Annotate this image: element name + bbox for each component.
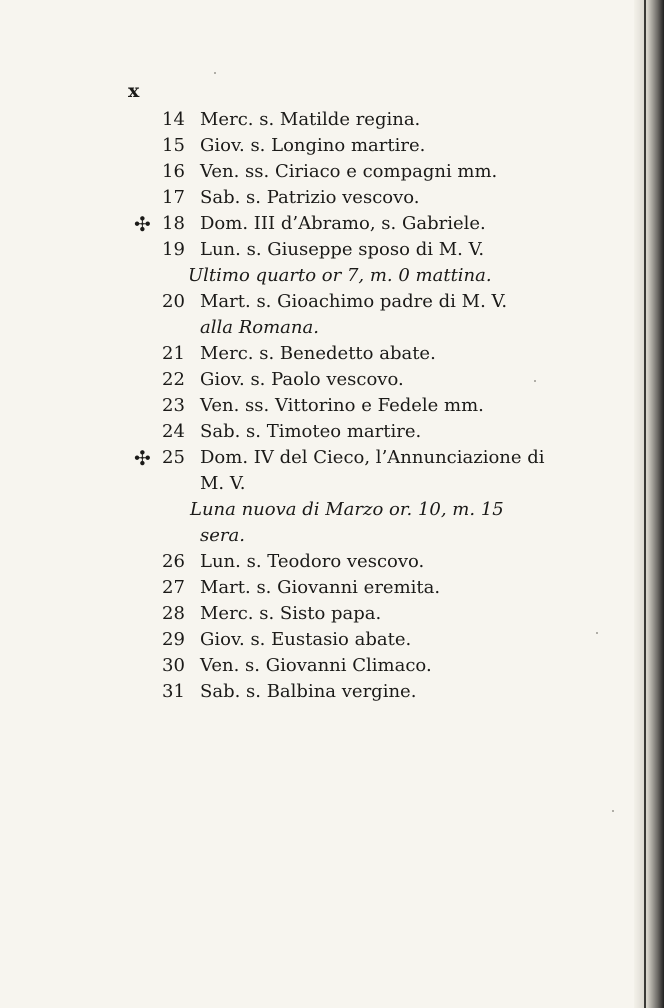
day-number: 26: [162, 551, 185, 572]
day-number: 28: [162, 603, 185, 624]
day-text: Sab. s. Patrizio vescovo.: [200, 187, 420, 208]
day-text: Dom. IV del Cieco, l’Annunciazione di: [200, 447, 545, 468]
paper-speck: [534, 380, 536, 382]
day-text: Giov. s. Eustasio abate.: [200, 629, 412, 650]
day-text: Giov. s. Longino martire.: [200, 135, 426, 156]
day-number: 15: [162, 135, 185, 156]
day-number: 20: [162, 291, 185, 312]
moon-phase-note: Ultimo quarto or 7, m. 0 mattina.: [188, 265, 492, 286]
day-text: Ven. s. Giovanni Climaco.: [200, 655, 432, 676]
day-text: Lun. s. Teodoro vescovo.: [200, 551, 425, 572]
day-number: 16: [162, 161, 185, 182]
day-text: Dom. III d’Abramo, s. Gabriele.: [200, 213, 486, 234]
cross-icon: ✣: [134, 446, 151, 470]
day-text: Sab. s. Timoteo martire.: [200, 421, 422, 442]
day-text: Lun. s. Giuseppe sposo di M. V.: [200, 239, 485, 260]
day-number: 30: [162, 655, 185, 676]
paper-speck: [596, 632, 598, 634]
day-number: 21: [162, 343, 185, 364]
continuation-line: M. V.: [200, 473, 246, 494]
day-number: 19: [162, 239, 185, 260]
day-number: 23: [162, 395, 185, 416]
page-folio: x: [128, 80, 140, 102]
day-number: 17: [162, 187, 185, 208]
paper-speck: [612, 810, 614, 812]
day-number: 18: [162, 213, 185, 234]
day-number: 22: [162, 369, 185, 390]
day-text: Merc. s. Matilde regina.: [200, 109, 421, 130]
day-number: 31: [162, 681, 185, 702]
day-number: 25: [162, 447, 185, 468]
cross-icon: ✣: [134, 212, 151, 236]
day-text: Merc. s. Benedetto abate.: [200, 343, 436, 364]
day-text: Sab. s. Balbina vergine.: [200, 681, 417, 702]
day-text: Ven. ss. Ciriaco e compagni mm.: [200, 161, 498, 182]
paper-speck: [214, 72, 216, 74]
continuation-note: alla Romana.: [200, 317, 319, 338]
day-text: Mart. s. Gioachimo padre di M. V.: [200, 291, 508, 312]
continuation-note: sera.: [200, 525, 245, 546]
day-text: Ven. ss. Vittorino e Fedele mm.: [200, 395, 484, 416]
day-text: Merc. s. Sisto papa.: [200, 603, 382, 624]
day-number: 14: [162, 109, 185, 130]
day-text: Mart. s. Giovanni eremita.: [200, 577, 441, 598]
day-number: 24: [162, 421, 185, 442]
day-number: 29: [162, 629, 185, 650]
page-gutter-shadow: [634, 0, 664, 1008]
page-edge-line: [644, 0, 646, 1008]
day-number: 27: [162, 577, 185, 598]
day-text: Giov. s. Paolo vescovo.: [200, 369, 404, 390]
moon-phase-note: Luna nuova di Marzo or. 10, m. 15: [190, 499, 504, 520]
